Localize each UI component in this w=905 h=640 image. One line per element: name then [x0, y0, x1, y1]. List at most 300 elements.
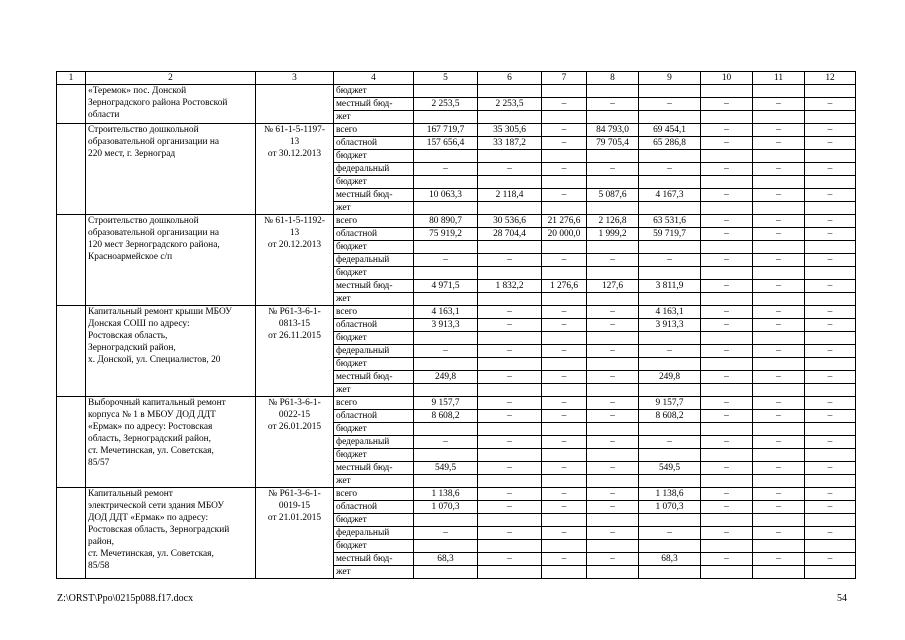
document-number-line: от 26.11.2015	[268, 331, 321, 341]
amount-cell	[639, 150, 701, 163]
amount-cell: –	[701, 306, 753, 319]
column-number: 4	[334, 72, 414, 85]
document-number-line: № 61-1-5-1197-	[264, 125, 325, 135]
amount-cell	[753, 423, 805, 436]
row-index-cell	[57, 215, 86, 306]
document-number-line: 0813-15	[278, 319, 311, 329]
document-number-line: 0019-15	[278, 501, 311, 511]
amount-cell: 75 919,2	[414, 228, 478, 241]
amount-cell	[753, 358, 805, 371]
funding-source-cell: жет	[334, 566, 414, 579]
amount-cell: –	[701, 137, 753, 150]
amount-cell: –	[753, 397, 805, 410]
amount-cell	[701, 293, 753, 306]
object-name-line: 120 мест Зерноградского района,	[88, 240, 220, 250]
amount-cell: –	[805, 345, 856, 358]
table-row	[57, 215, 856, 228]
funding-source-cell: жет	[334, 111, 414, 124]
object-name-line: области	[88, 110, 120, 120]
amount-cell	[587, 85, 639, 98]
amount-cell: –	[542, 462, 587, 475]
document-number-line: от 30.12.2013	[267, 149, 322, 159]
amount-cell	[805, 85, 856, 98]
object-name-cell	[86, 85, 256, 124]
funding-source-cell: жет	[334, 384, 414, 397]
amount-cell: 8 608,2	[414, 410, 478, 423]
row-index-cell	[57, 306, 86, 397]
table-row	[57, 124, 856, 137]
amount-cell: –	[805, 137, 856, 150]
amount-cell	[753, 475, 805, 488]
funding-source-cell: федеральный	[334, 527, 414, 540]
amount-cell	[753, 384, 805, 397]
row-index-cell	[57, 85, 86, 124]
amount-cell	[478, 475, 542, 488]
amount-cell: –	[542, 488, 587, 501]
funding-source-cell: областной	[334, 137, 414, 150]
document-number-cell	[256, 124, 334, 215]
object-name-line: Капитальный ремонт крыши МБОУ	[88, 307, 232, 317]
amount-cell: –	[542, 137, 587, 150]
amount-cell: –	[587, 163, 639, 176]
amount-cell	[542, 423, 587, 436]
amount-cell: –	[587, 254, 639, 267]
amount-cell: 68,3	[414, 553, 478, 566]
amount-cell	[701, 332, 753, 345]
amount-cell: 30 536,6	[478, 215, 542, 228]
amount-cell	[701, 85, 753, 98]
object-name-line: Строительство дошкольной	[88, 125, 199, 135]
amount-cell: 1 070,3	[414, 501, 478, 514]
amount-cell	[542, 475, 587, 488]
amount-cell	[414, 241, 478, 254]
amount-cell	[639, 449, 701, 462]
amount-cell	[753, 241, 805, 254]
amount-cell: –	[587, 553, 639, 566]
amount-cell: –	[414, 436, 478, 449]
amount-cell: –	[701, 462, 753, 475]
object-name-cell	[86, 488, 256, 579]
amount-cell: –	[805, 280, 856, 293]
amount-cell: –	[753, 280, 805, 293]
amount-cell	[639, 202, 701, 215]
funding-source-cell: местный бюд-	[334, 553, 414, 566]
amount-cell: 59 719,7	[639, 228, 701, 241]
amount-cell	[639, 332, 701, 345]
document-number-line: № Р61-3-6-1-	[268, 489, 321, 499]
funding-source-cell: местный бюд-	[334, 371, 414, 384]
funding-source-cell: всего	[334, 397, 414, 410]
amount-cell: –	[805, 436, 856, 449]
amount-cell: –	[542, 371, 587, 384]
funding-source-cell: областной	[334, 228, 414, 241]
amount-cell	[701, 449, 753, 462]
amount-cell: 79 705,4	[587, 137, 639, 150]
funding-source-cell: жет	[334, 293, 414, 306]
object-name-line: «Теремок» пос. Донской	[88, 86, 187, 96]
amount-cell: –	[542, 254, 587, 267]
amount-cell: –	[478, 436, 542, 449]
amount-cell	[478, 514, 542, 527]
amount-cell: –	[587, 501, 639, 514]
amount-cell: –	[753, 501, 805, 514]
amount-cell	[805, 241, 856, 254]
funding-source-cell: местный бюд-	[334, 189, 414, 202]
amount-cell: –	[639, 436, 701, 449]
amount-cell: –	[805, 306, 856, 319]
amount-cell	[542, 202, 587, 215]
amount-cell	[753, 332, 805, 345]
document-number-line: № Р61-3-6-1-	[268, 307, 321, 317]
document-number-line: № 61-1-5-1192-	[264, 216, 325, 226]
amount-cell	[753, 176, 805, 189]
document-number-line: от 21.01.2015	[267, 513, 322, 523]
amount-cell	[805, 384, 856, 397]
amount-cell: –	[587, 306, 639, 319]
funding-source-cell: местный бюд-	[334, 98, 414, 111]
funding-source-cell: бюджет	[334, 423, 414, 436]
amount-cell: –	[478, 254, 542, 267]
amount-cell	[587, 514, 639, 527]
amount-cell	[701, 176, 753, 189]
amount-cell: –	[478, 345, 542, 358]
amount-cell	[414, 111, 478, 124]
amount-cell	[414, 423, 478, 436]
amount-cell: –	[542, 527, 587, 540]
amount-cell: 65 286,8	[639, 137, 701, 150]
amount-cell: –	[753, 371, 805, 384]
amount-cell	[701, 150, 753, 163]
amount-cell	[414, 449, 478, 462]
amount-cell	[414, 475, 478, 488]
amount-cell	[542, 150, 587, 163]
row-index-cell	[57, 124, 86, 215]
amount-cell	[478, 540, 542, 553]
funding-source-cell: жет	[334, 475, 414, 488]
amount-cell	[701, 475, 753, 488]
amount-cell	[805, 566, 856, 579]
amount-cell: –	[805, 488, 856, 501]
amount-cell: –	[701, 371, 753, 384]
amount-cell	[478, 449, 542, 462]
amount-cell: –	[753, 345, 805, 358]
amount-cell: –	[753, 98, 805, 111]
amount-cell	[587, 566, 639, 579]
amount-cell: 549,5	[639, 462, 701, 475]
object-name-line: ст. Мечетинская, ул. Советская,	[88, 549, 214, 559]
funding-source-cell: бюджет	[334, 176, 414, 189]
amount-cell	[639, 241, 701, 254]
amount-cell: –	[805, 397, 856, 410]
amount-cell: 1 070,3	[639, 501, 701, 514]
amount-cell	[639, 540, 701, 553]
column-number: 12	[805, 72, 856, 85]
amount-cell: –	[701, 98, 753, 111]
column-number: 3	[256, 72, 334, 85]
row-index-cell	[57, 488, 86, 579]
document-number-line: от 26.01.2015	[267, 422, 322, 432]
amount-cell	[414, 267, 478, 280]
object-name-line: Ростовская область,	[88, 331, 168, 341]
amount-cell	[587, 111, 639, 124]
amount-cell	[805, 332, 856, 345]
funding-source-cell: областной	[334, 501, 414, 514]
amount-cell: –	[542, 397, 587, 410]
amount-cell	[478, 202, 542, 215]
amount-cell: –	[542, 410, 587, 423]
amount-cell	[701, 241, 753, 254]
amount-cell	[639, 514, 701, 527]
amount-cell	[542, 540, 587, 553]
amount-cell: –	[587, 488, 639, 501]
amount-cell	[542, 293, 587, 306]
amount-cell: –	[478, 319, 542, 332]
amount-cell: 5 087,6	[587, 189, 639, 202]
amount-cell: –	[639, 254, 701, 267]
amount-cell: –	[587, 371, 639, 384]
document-number-cell	[256, 215, 334, 306]
amount-cell: –	[753, 163, 805, 176]
object-name-line: область, Зерноградский район,	[88, 434, 212, 444]
amount-cell: 3 913,3	[414, 319, 478, 332]
amount-cell: –	[542, 98, 587, 111]
amount-cell: –	[414, 527, 478, 540]
amount-cell: 2 253,5	[478, 98, 542, 111]
amount-cell: 9 157,7	[414, 397, 478, 410]
document-number-cell	[256, 85, 334, 124]
document-number-cell	[256, 306, 334, 397]
amount-cell: 68,3	[639, 553, 701, 566]
amount-cell: –	[542, 345, 587, 358]
amount-cell: –	[478, 462, 542, 475]
amount-cell: –	[587, 397, 639, 410]
amount-cell: –	[805, 254, 856, 267]
column-number: 9	[639, 72, 701, 85]
amount-cell	[478, 267, 542, 280]
funding-source-cell: всего	[334, 124, 414, 137]
amount-cell: 3 913,3	[639, 319, 701, 332]
amount-cell	[753, 566, 805, 579]
funding-source-cell: областной	[334, 410, 414, 423]
funding-source-cell: бюджет	[334, 85, 414, 98]
amount-cell	[478, 332, 542, 345]
amount-cell: –	[542, 163, 587, 176]
amount-cell: –	[701, 436, 753, 449]
amount-cell: –	[805, 527, 856, 540]
object-name-line: ст. Мечетинская, ул. Советская,	[88, 446, 214, 456]
amount-cell	[587, 293, 639, 306]
amount-cell: –	[587, 410, 639, 423]
funding-source-cell: всего	[334, 306, 414, 319]
amount-cell	[639, 358, 701, 371]
amount-cell	[542, 358, 587, 371]
amount-cell: 549,5	[414, 462, 478, 475]
amount-cell	[478, 150, 542, 163]
amount-cell	[639, 85, 701, 98]
amount-cell: –	[701, 215, 753, 228]
footer-page-number: 54	[837, 593, 847, 604]
amount-cell: –	[414, 163, 478, 176]
amount-cell: –	[805, 410, 856, 423]
object-name-line: Зерноградский район,	[88, 343, 176, 353]
amount-cell	[542, 514, 587, 527]
amount-cell: 4 163,1	[639, 306, 701, 319]
amount-cell	[805, 267, 856, 280]
object-name-cell	[86, 306, 256, 397]
amount-cell	[639, 267, 701, 280]
amount-cell	[805, 176, 856, 189]
amount-cell	[701, 384, 753, 397]
funding-source-cell: бюджет	[334, 150, 414, 163]
amount-cell: 4 163,1	[414, 306, 478, 319]
amount-cell	[542, 176, 587, 189]
amount-cell	[753, 267, 805, 280]
object-name-line: Капитальный ремонт	[88, 489, 173, 499]
amount-cell: –	[805, 371, 856, 384]
document-number-cell	[256, 488, 334, 579]
amount-cell: –	[639, 527, 701, 540]
amount-cell: –	[478, 527, 542, 540]
amount-cell	[805, 540, 856, 553]
amount-cell: –	[753, 436, 805, 449]
amount-cell	[805, 449, 856, 462]
amount-cell	[414, 540, 478, 553]
amount-cell: –	[478, 501, 542, 514]
amount-cell	[639, 566, 701, 579]
amount-cell: –	[478, 553, 542, 566]
object-name-cell	[86, 215, 256, 306]
amount-cell: –	[701, 553, 753, 566]
amount-cell	[587, 449, 639, 462]
document-number-cell	[256, 397, 334, 488]
funding-source-cell: бюджет	[334, 267, 414, 280]
amount-cell	[542, 566, 587, 579]
amount-cell: –	[701, 228, 753, 241]
amount-cell	[478, 85, 542, 98]
amount-cell	[542, 332, 587, 345]
amount-cell: –	[701, 410, 753, 423]
funding-source-cell: федеральный	[334, 345, 414, 358]
amount-cell: –	[805, 228, 856, 241]
amount-cell: –	[701, 319, 753, 332]
amount-cell	[753, 150, 805, 163]
amount-cell	[478, 111, 542, 124]
table-row	[57, 306, 856, 319]
amount-cell: –	[805, 189, 856, 202]
amount-cell	[587, 202, 639, 215]
amount-cell	[805, 475, 856, 488]
amount-cell: 249,8	[414, 371, 478, 384]
document-number-line: от 20.12.2013	[267, 240, 322, 250]
object-name-line: электрической сети здания МБОУ	[88, 501, 225, 511]
amount-cell: –	[478, 397, 542, 410]
amount-cell: –	[701, 397, 753, 410]
amount-cell	[587, 332, 639, 345]
amount-cell: 21 276,6	[542, 215, 587, 228]
object-name-line: ДОД ДДТ «Ермак» по адресу:	[88, 513, 209, 523]
amount-cell: –	[701, 488, 753, 501]
amount-cell: 28 704,4	[478, 228, 542, 241]
amount-cell	[587, 358, 639, 371]
amount-cell: –	[478, 410, 542, 423]
amount-cell: 84 793,0	[587, 124, 639, 137]
column-number: 10	[701, 72, 753, 85]
amount-cell: 1 138,6	[639, 488, 701, 501]
document-number-line: 0022-15	[278, 410, 311, 420]
amount-cell	[414, 332, 478, 345]
amount-cell: –	[701, 124, 753, 137]
amount-cell: –	[753, 124, 805, 137]
object-name-line: 220 мест, г. Зерноград	[88, 149, 176, 159]
amount-cell	[542, 241, 587, 254]
object-name-line: Красноармейское с/п	[88, 252, 173, 262]
amount-cell: 1 276,6	[542, 280, 587, 293]
table-row	[57, 397, 856, 410]
amount-cell	[805, 358, 856, 371]
amount-cell: 9 157,7	[639, 397, 701, 410]
amount-cell: –	[701, 254, 753, 267]
amount-cell	[542, 111, 587, 124]
amount-cell	[478, 423, 542, 436]
funding-source-cell: жет	[334, 202, 414, 215]
amount-cell	[587, 241, 639, 254]
amount-cell: –	[701, 163, 753, 176]
amount-cell	[414, 150, 478, 163]
object-name-line: корпуса № 1 в МБОУ ДОД ДДТ	[88, 410, 216, 420]
funding-source-cell: местный бюд-	[334, 280, 414, 293]
amount-cell: –	[805, 163, 856, 176]
document-number-line: 13	[289, 137, 300, 147]
document-number-line: № Р61-3-6-1-	[268, 398, 321, 408]
amount-cell	[701, 514, 753, 527]
funding-source-cell: бюджет	[334, 514, 414, 527]
amount-cell	[478, 176, 542, 189]
object-name-line: образовательной организации на	[88, 137, 219, 147]
amount-cell	[753, 449, 805, 462]
amount-cell	[414, 202, 478, 215]
table-row	[57, 488, 856, 501]
amount-cell: –	[753, 488, 805, 501]
amount-cell: 4 971,5	[414, 280, 478, 293]
amount-cell	[587, 384, 639, 397]
amount-cell: 69 454,1	[639, 124, 701, 137]
column-number: 11	[753, 72, 805, 85]
funding-source-cell: областной	[334, 319, 414, 332]
amount-cell: –	[478, 488, 542, 501]
amount-cell	[542, 85, 587, 98]
column-number: 2	[86, 72, 256, 85]
column-number: 1	[57, 72, 86, 85]
object-name-line: 85/58	[88, 561, 110, 571]
amount-cell: 20 000,0	[542, 228, 587, 241]
amount-cell: –	[805, 501, 856, 514]
amount-cell: –	[587, 527, 639, 540]
amount-cell: 2 253,5	[414, 98, 478, 111]
amount-cell	[805, 514, 856, 527]
amount-cell: 33 187,2	[478, 137, 542, 150]
amount-cell: 127,6	[587, 280, 639, 293]
funding-source-cell: федеральный	[334, 436, 414, 449]
amount-cell	[805, 111, 856, 124]
amount-cell	[587, 475, 639, 488]
amount-cell: –	[805, 124, 856, 137]
amount-cell: 3 811,9	[639, 280, 701, 293]
amount-cell: –	[805, 319, 856, 332]
amount-cell	[414, 514, 478, 527]
amount-cell	[414, 85, 478, 98]
object-name-line: Донская СОШ по адресу:	[88, 319, 190, 329]
amount-cell	[805, 202, 856, 215]
